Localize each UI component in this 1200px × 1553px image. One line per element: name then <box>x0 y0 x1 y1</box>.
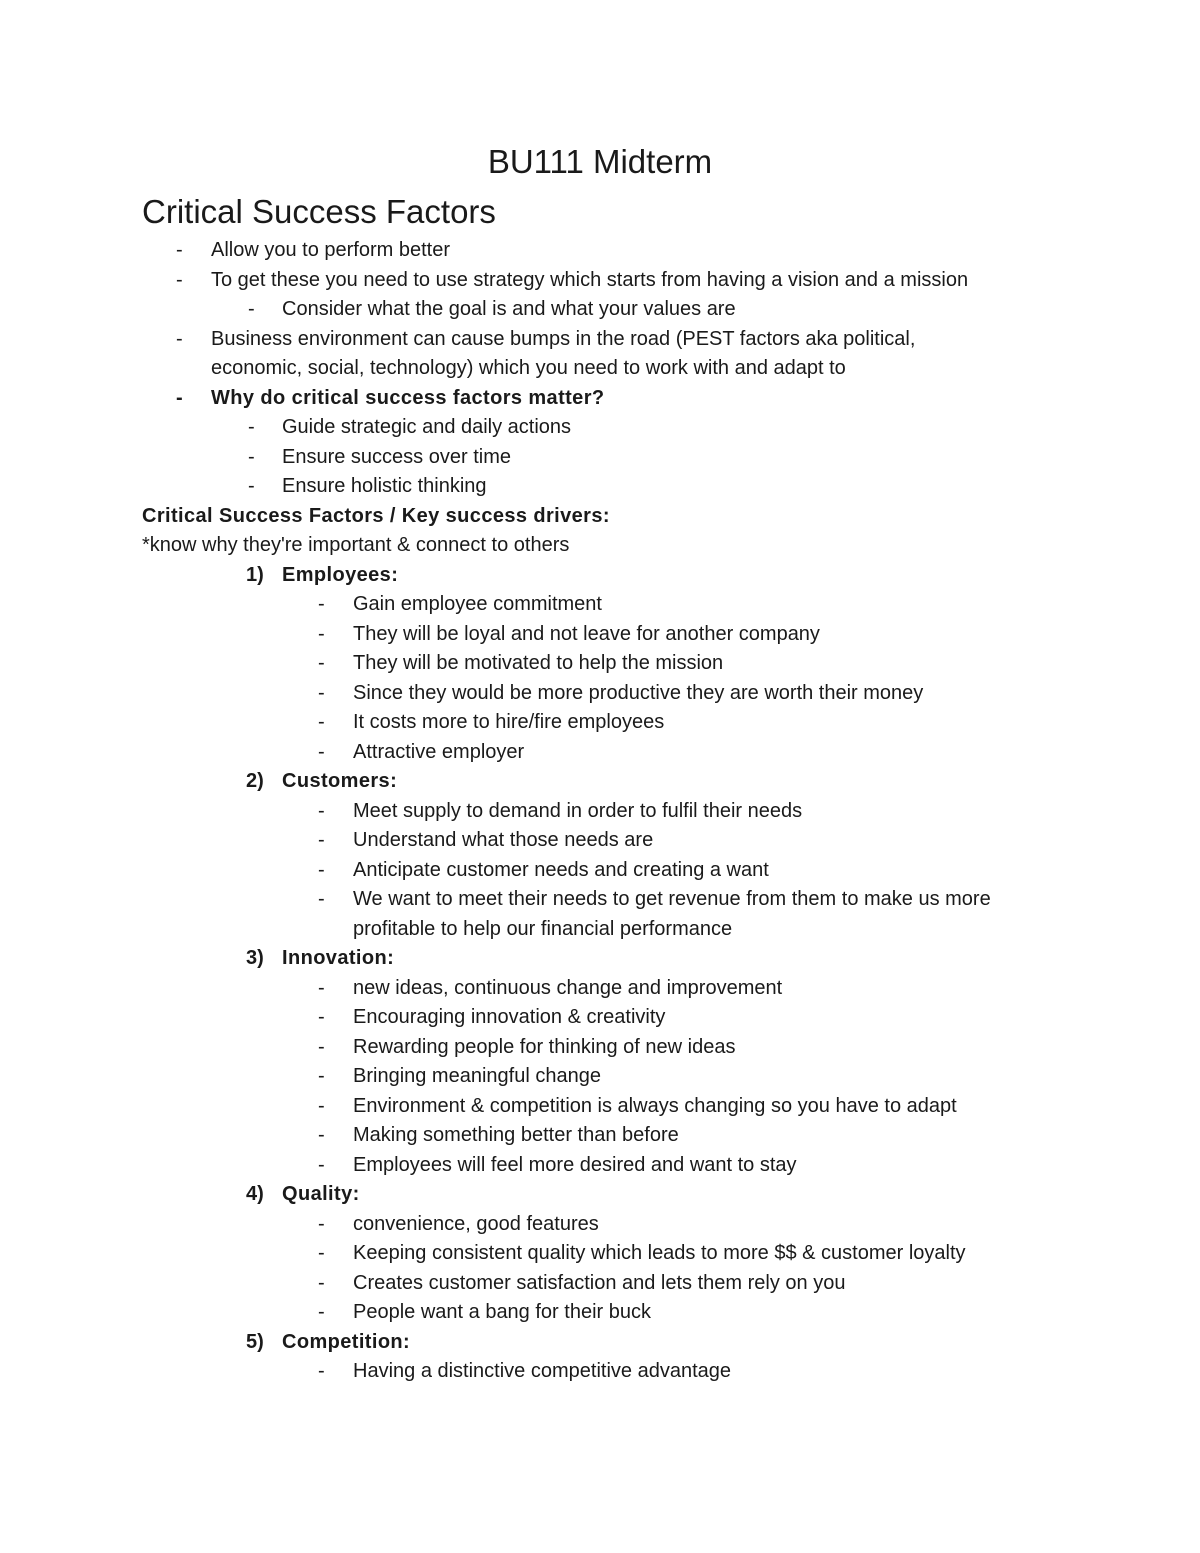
section-customers: 2) Customers: <box>246 770 398 792</box>
list-item: - Attractive employer <box>318 740 525 763</box>
section-employees: 1) Employees: <box>246 563 399 586</box>
document-title: BU111 Midterm <box>487 143 713 180</box>
sub-bullet-item: - Ensure holistic thinking <box>248 475 487 497</box>
bullet-item: - Allow you to perform better <box>176 239 450 261</box>
drivers-note: *know why they're important & connect to others <box>142 534 570 556</box>
drivers-heading: Critical Success Factors / Key success drivers: <box>142 504 610 527</box>
list-item: - Encouraging innovation & creativity <box>318 1006 666 1028</box>
bullet-item: - Business environment can cause bumps in the road (PEST factors aka political, economic, social, technology) which you need to work with and adapt to <box>176 327 916 379</box>
list-item: - We want to meet their needs to get revenue from them to make us more profitable to help our financial performance <box>318 888 991 940</box>
bullet-item: - To get these you need to use strategy which starts from having a vision and a mission <box>176 268 969 291</box>
list-item: - Understand what those needs are <box>318 829 654 851</box>
section-heading: Critical Success Factors <box>142 193 496 230</box>
document-body <box>0 236 1200 1387</box>
section-innovation: 3) Innovation: <box>246 947 395 969</box>
list-item: - They will be motivated to help the mission <box>318 652 724 674</box>
list-item: - Making something better than before <box>318 1124 679 1146</box>
list-item: - Since they would be more productive they are worth their money <box>318 681 924 704</box>
section-quality: 4) Quality: <box>246 1183 360 1205</box>
list-item: - Keeping consistent quality which leads to more $$ & customer loyalty <box>318 1242 966 1264</box>
list-item: - new ideas, continuous change and improvement <box>318 976 783 999</box>
sub-bullet-item: - Guide strategic and daily actions <box>248 416 572 438</box>
list-item: - convenience, good features <box>318 1212 599 1235</box>
list-item: - Creates customer satisfaction and lets them rely on you <box>318 1271 846 1294</box>
list-item: - Gain employee commitment <box>318 593 602 615</box>
list-item: - It costs more to hire/fire employees <box>318 711 665 733</box>
section-competition: 5) Competition: <box>246 1330 411 1353</box>
list-item: - Bringing meaningful change <box>318 1065 601 1087</box>
list-item: - Meet supply to demand in order to fulfil their needs <box>318 799 803 822</box>
list-item: - Rewarding people for thinking of new ideas <box>318 1035 736 1058</box>
sub-bullet-item: - Consider what the goal is and what your values are <box>248 298 736 320</box>
list-item: - Employees will feel more desired and want to stay <box>318 1153 797 1176</box>
list-item: - People want a bang for their buck <box>318 1301 651 1323</box>
list-item: - They will be loyal and not leave for another company <box>318 622 820 645</box>
question-bullet: - Why do critical success factors matter? <box>176 386 605 409</box>
list-item: - Anticipate customer needs and creating a want <box>318 858 769 881</box>
list-item: - Having a distinctive competitive advantage <box>318 1360 731 1382</box>
list-item: - Environment & competition is always changing so you have to adapt <box>318 1094 957 1117</box>
sub-bullet-item: - Ensure success over time <box>248 445 511 468</box>
